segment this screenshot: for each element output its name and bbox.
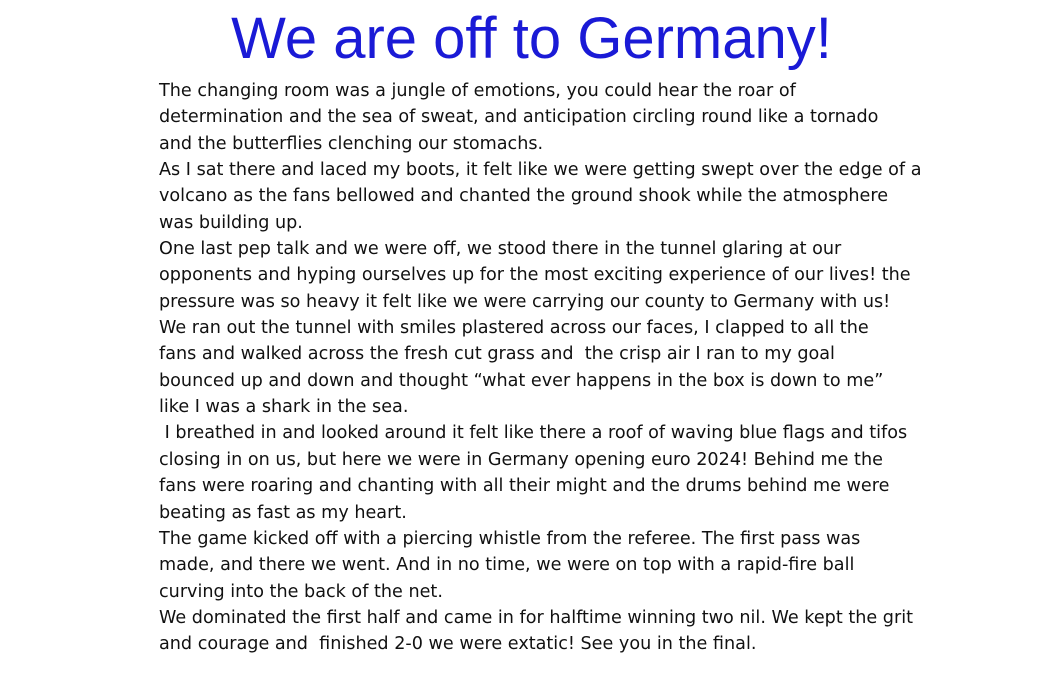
story-line: opponents and hyping ourselves up for the most exciting experience of our lives! the: [159, 265, 911, 286]
story-line: like I was a shark in the sea.: [159, 397, 409, 418]
document-title: We are off to Germany!: [231, 6, 832, 71]
story-line: We dominated the first half and came in for halftime winning two nil. We kept the grit: [159, 607, 913, 628]
story-line: The changing room was a jungle of emotions, you could hear the roar of: [159, 81, 796, 101]
story-line: beating as fast as my heart.: [159, 502, 407, 523]
story-line: was building up.: [159, 212, 303, 233]
story-line: curving into the back of the net.: [159, 581, 443, 602]
story-line: fans were roaring and chanting with all their might and the drums behind me were: [159, 476, 890, 497]
story-line: determination and the sea of sweat, and anticipation circling round like a tornado: [159, 107, 879, 128]
story-line: made, and there we went. And in no time, we were on top with a rapid-fire ball: [159, 555, 855, 576]
story-line: We ran out the tunnel with smiles plastered across our faces, I clapped to all the: [159, 318, 869, 339]
story-line: bounced up and down and thought “what ever happens in the box is down to me”: [159, 370, 884, 391]
story-line: volcano as the fans bellowed and chanted the ground shook while the atmosphere: [159, 186, 889, 207]
story-body: [159, 78, 959, 658]
story-line: The game kicked off with a piercing whistle from the referee. The first pass was: [159, 528, 861, 549]
story-line: I breathed in and looked around it felt like there a roof of waving blue flags and tifos: [159, 423, 908, 444]
story-line: and courage and finished 2-0 we were extatic! See you in the final.: [159, 634, 757, 655]
story-line: pressure was so heavy it felt like we were carrying our county to Germany with us!: [159, 291, 891, 312]
story-line: As I sat there and laced my boots, it felt like we were getting swept over the edge of a: [159, 160, 922, 181]
story-line: fans and walked across the fresh cut grass and the crisp air I ran to my goal: [159, 344, 835, 365]
story-line: and the butterflies clenching our stomachs.: [159, 133, 544, 154]
story-line: One last pep talk and we were off, we stood there in the tunnel glaring at our: [159, 239, 842, 260]
story-line: closing in on us, but here we were in Germany opening euro 2024! Behind me the: [159, 449, 883, 470]
